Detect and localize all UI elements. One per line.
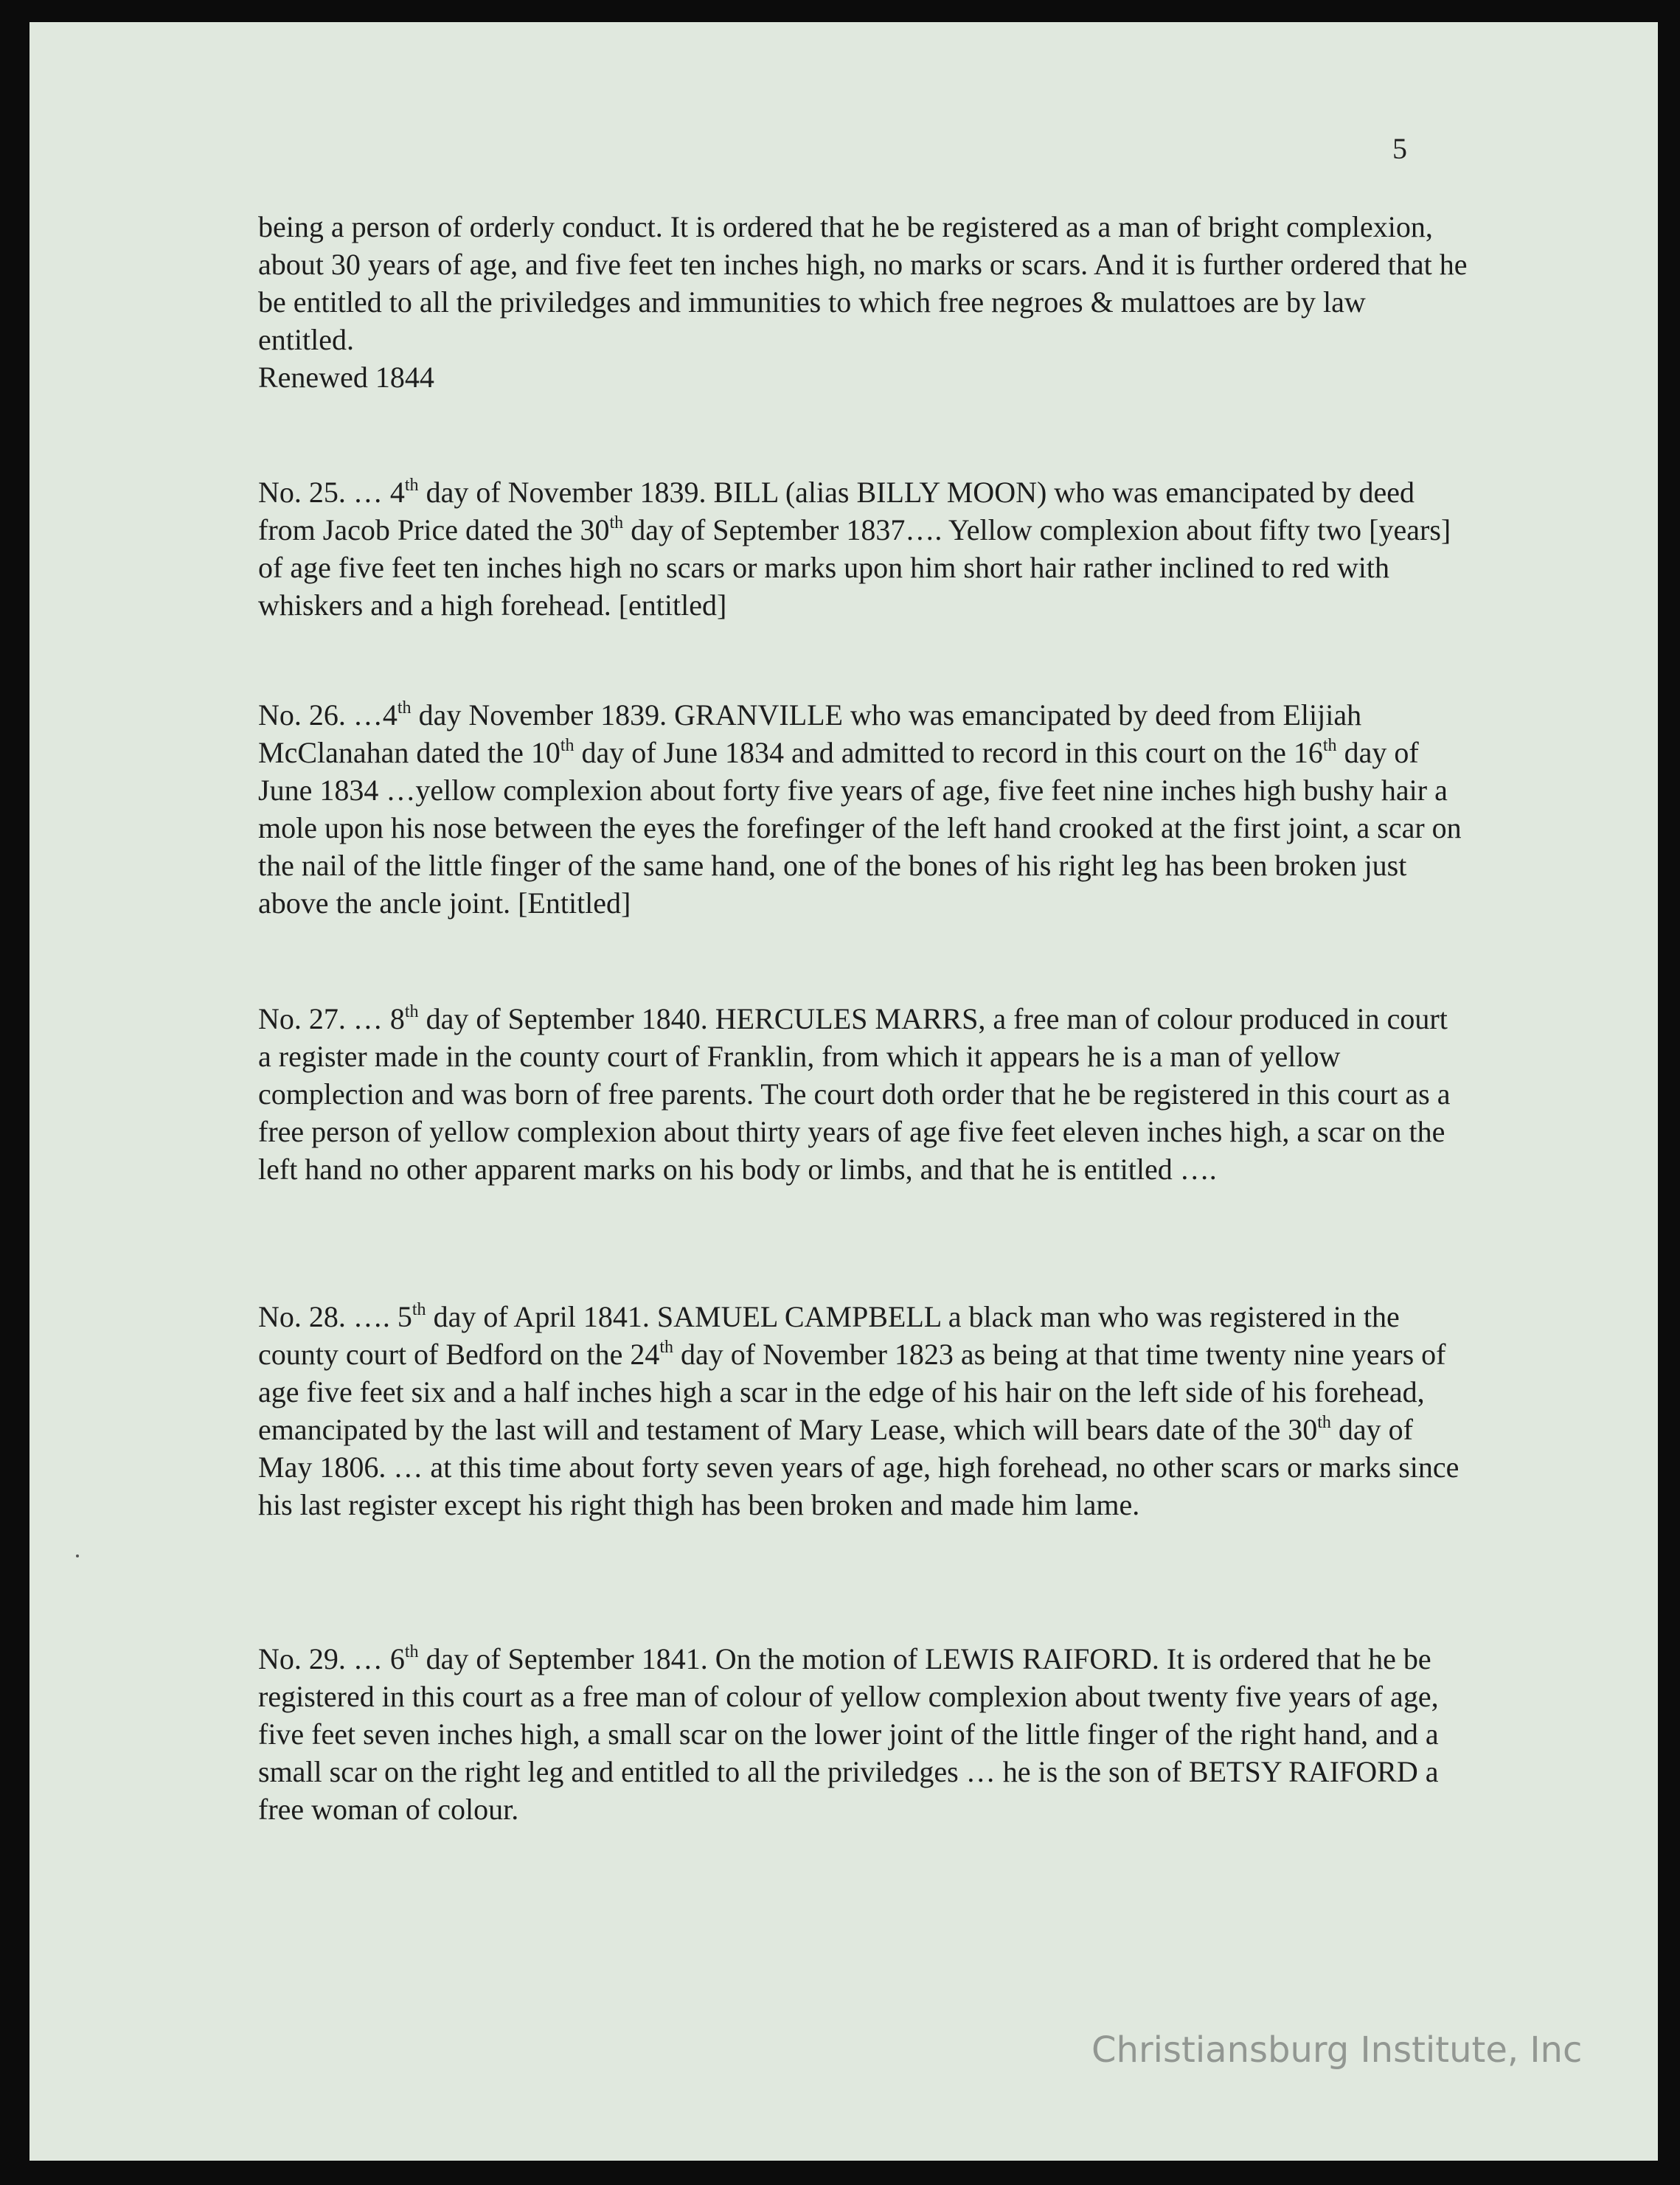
watermark: Christiansburg Institute, Inc <box>1091 2029 1583 2071</box>
register-entry-29: No. 29. … 6th day of September 1841. On the motion of LEWIS RAIFORD. It is ordered that he be registered in this court as a free man of colour of yellow complexion about twenty five years of age, five feet seven inches high, a small scar on the lower joint of the little finger of the right hand, and a small scar on the right leg and entitled to all the priviledges … he is the son of BETSY RAIFORD a free woman of colour. <box>258 1642 1439 1826</box>
register-entry-26: No. 26. …4th day November 1839. GRANVILLE who was emancipated by deed from Elijiah McClanahan dated the 10th day of June 1834 and admitted to record in this court on the 16th day of June 1834 …yellow complexion about forty five years of age, five feet nine inches high bushy hair a mole upon his nose between the eyes the forefinger of the left hand crooked at the first joint, a scar on the nail of the little finger of the same hand, one of the bones of his right leg has been broken just above the ancle joint. [Entitled] <box>258 698 1462 920</box>
register-entry-27: No. 27. … 8th day of September 1840. HERCULES MARRS, a free man of colour produced in court a register made in the county court of Franklin, from which it appears he is a man of yellow complection and was born of free parents. The court doth order that he be registered in this court as a free person of yellow complexion about thirty years of age five feet eleven inches high, a scar on the left hand no other apparent marks on his body or limbs, and that he is entitled …. <box>258 1002 1451 1186</box>
register-entry-25: No. 25. … 4th day of November 1839. BILL (alias BILLY MOON) who was emancipated by deed from Jacob Price dated the 30th day of September 1837…. Yellow complexion about fifty two [years] of age five feet ten inches high no scars or marks upon him short hair rather inclined to red with whiskers and a high forehead. [entitled] <box>258 476 1451 622</box>
register-entry-28: No. 28. …. 5th day of April 1841. SAMUEL CAMPBELL a black man who was registered in the county court of Bedford on the 24th day of November 1823 as being at that time twenty nine years of age five feet six and a half inches high a scar in the edge of his hair on the left side of his forehead, emancipated by the last will and testament of Mary Lease, which will bears date of the 30th day of May 1806. … at this time about forty seven years of age, high forehead, no other scars or marks since his last register except his right thigh has been broken and made him lame. <box>258 1300 1459 1521</box>
paper-speck <box>76 1554 79 1557</box>
page-number: 5 <box>1392 132 1407 165</box>
intro-paragraph <box>258 208 1468 396</box>
intro-text: being a person of orderly conduct. It is ordered that he be registered as a man of bright complexion, about 30 years of age, and five feet ten inches high, no marks or scars. And it is further ordered that he be entitled to all the priviledges and immunities to which free negroes & mulattoes are by law entitled. <box>258 210 1468 356</box>
renewed-note: Renewed 1844 <box>258 361 434 394</box>
